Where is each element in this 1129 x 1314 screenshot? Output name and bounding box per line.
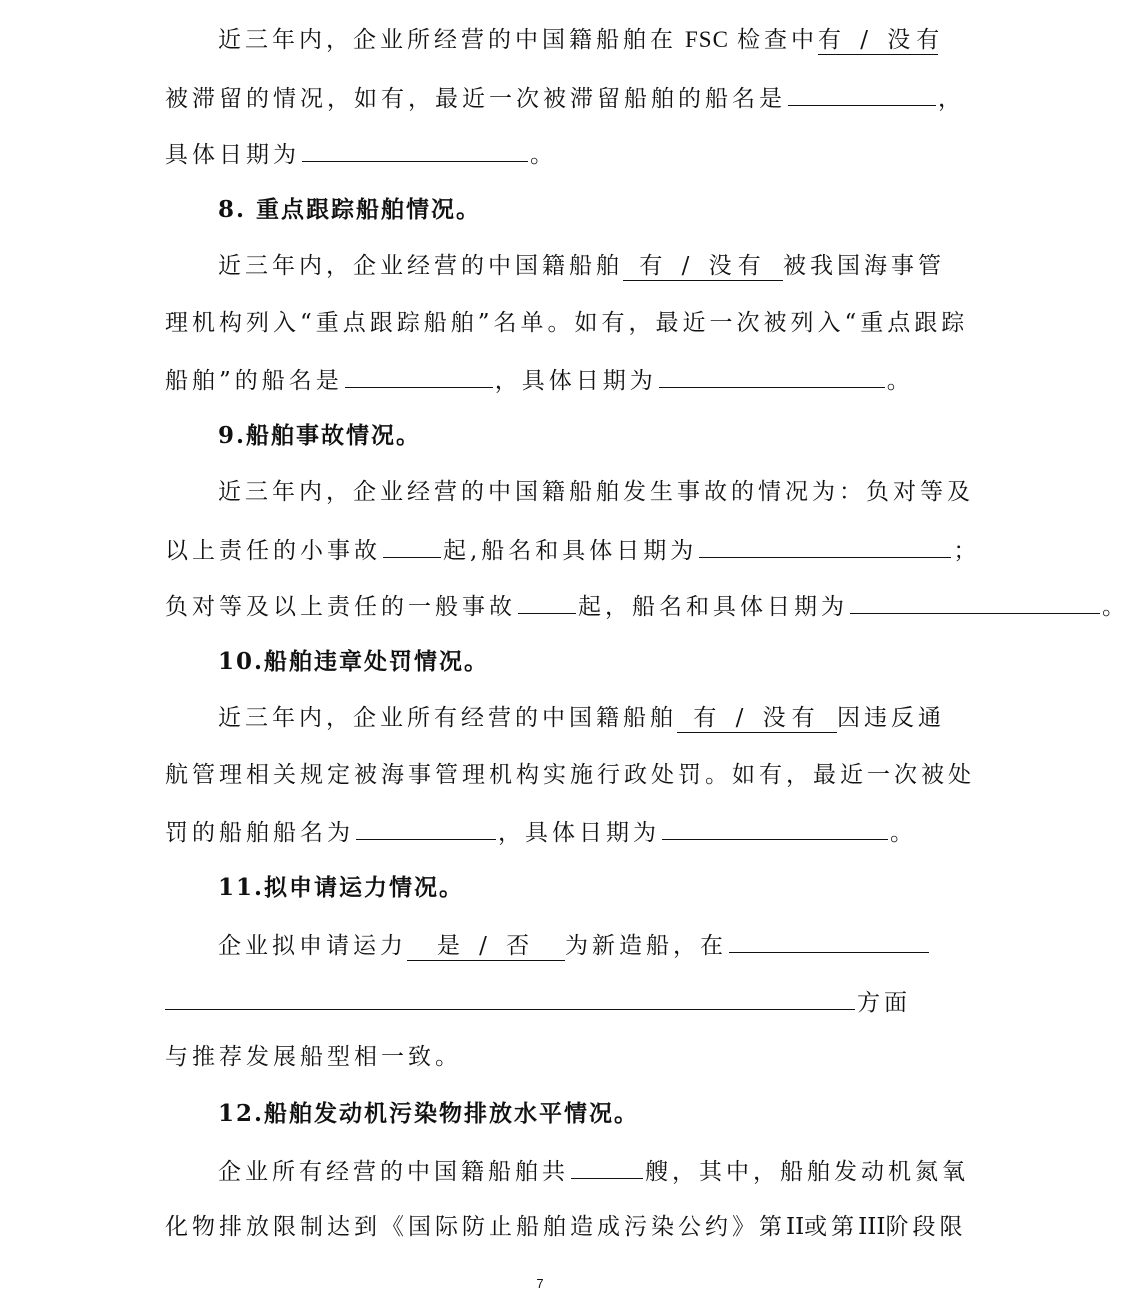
s8-line-2: 理机构列入“重点跟踪船舶”名单。如有，最近一次被列入“重点跟踪 [165, 310, 969, 336]
page-number: 7 [536, 1276, 544, 1291]
s7-line-1 [218, 22, 1080, 58]
penalty-date-blank[interactable] [662, 813, 888, 840]
s11-line-1 [218, 926, 1080, 964]
s11-line-3: 与推荐发展船型相一致。 [165, 1044, 462, 1070]
s10-text: ，具体日期为 [498, 820, 660, 846]
s7-text: 近三年内，企业所经营的中国籍船舶在 [218, 27, 677, 53]
s10-line-2: 航管理相关规定被海事管理机构实施行政处罚。如有，最近一次被处 [165, 762, 975, 788]
s7-line-3 [165, 135, 1080, 173]
s10-text: 罚的船舶船名为 [165, 820, 354, 846]
s9-text: 负对等及以上责任的一般事故 [165, 594, 516, 620]
s7-text: 检查中 [736, 27, 818, 53]
s11-line-2 [165, 983, 1080, 1021]
s10-text: 因违反通 [837, 705, 945, 731]
detained-date-blank[interactable] [302, 135, 528, 162]
s10-heading: 10.船舶违章处罚情况。 [218, 648, 490, 675]
penalty-choice-field[interactable]: 有 / 没有 [677, 704, 837, 733]
s12-line-1 [218, 1152, 1080, 1190]
punct: 。 [890, 820, 917, 846]
s8-text: 船舶”的船名是 [165, 368, 343, 394]
s8-text: 近三年内，企业经营的中国籍船舶 [218, 253, 623, 279]
new-build-choice-field[interactable]: 是 / 否 [407, 932, 565, 961]
s8-text: 被我国海事管 [783, 253, 945, 279]
s9-text: 以上责任的小事故 [165, 538, 381, 564]
s7-text: 具体日期为 [165, 142, 300, 168]
punct: 。 [1102, 594, 1129, 620]
s8-heading: 8. 重点跟踪船舶情况。 [218, 196, 482, 223]
s10-line-3 [165, 813, 1080, 851]
s12-text: 企业所有经营的中国籍船舶共 [218, 1159, 569, 1185]
s11-text: 方面 [857, 990, 911, 1016]
general-accident-count-blank[interactable] [518, 587, 576, 614]
aspect-blank-1[interactable] [729, 926, 929, 953]
punct: 。 [530, 142, 557, 168]
s7-text: 被滞留的情况，如有，最近一次被滞留船舶的船名是 [165, 86, 786, 112]
detained-ship-name-blank[interactable] [788, 79, 936, 106]
ship-count-blank[interactable] [571, 1152, 643, 1179]
general-accident-details-blank[interactable] [850, 587, 1100, 614]
penalized-ship-name-blank[interactable] [356, 813, 496, 840]
s8-line-1 [218, 248, 1080, 284]
punct: ， [938, 86, 965, 112]
s8-line-3 [165, 361, 1080, 399]
s8-text: ，具体日期为 [494, 368, 657, 394]
tracked-ship-name-blank[interactable] [345, 361, 493, 388]
s12-text: 艘，其中，船舶发动机氮氧 [645, 1159, 969, 1185]
s11-heading: 11.拟申请运力情况。 [218, 874, 465, 901]
minor-accident-details-blank[interactable] [699, 531, 951, 558]
s10-text: 近三年内，企业所有经营的中国籍船舶 [218, 705, 677, 731]
tracked-date-blank[interactable] [659, 361, 885, 388]
key-tracking-choice-field[interactable]: 有 / 没有 [623, 252, 783, 281]
minor-accident-count-blank[interactable] [383, 531, 441, 558]
detained-choice-field[interactable]: 有 / 没有 [817, 27, 946, 53]
s12-text: 阶段限 [885, 1214, 967, 1240]
s9-line-3 [165, 587, 1129, 625]
s9-line-2 [165, 531, 1080, 569]
fsc-term: FSC [685, 27, 729, 52]
s11-text: 企业拟申请运力 [218, 933, 407, 959]
s9-text: 起，船名和具体日期为 [578, 594, 848, 620]
s12-text: 化物排放限制达到《国际防止船舶造成污染公约》第 [165, 1214, 786, 1240]
s9-line-1: 近三年内，企业经营的中国籍船舶发生事故的情况为：负对等及 [218, 479, 974, 505]
s7-line-2 [165, 79, 1080, 117]
aspect-blank-2[interactable] [165, 983, 855, 1010]
s9-heading: 9.船舶事故情况。 [218, 422, 422, 449]
tier-ii: II [786, 1214, 805, 1240]
s12-heading: 12.船舶发动机污染物排放水平情况。 [218, 1100, 640, 1127]
punct: ； [953, 538, 981, 564]
s11-text: 为新造船，在 [565, 933, 727, 959]
punct: 。 [886, 368, 914, 394]
s12-text: 或第 [804, 1214, 859, 1240]
s12-line-2 [165, 1209, 1080, 1245]
tier-iii: III [858, 1214, 886, 1240]
s9-text: 起,船名和具体日期为 [443, 538, 698, 564]
s10-line-1 [218, 700, 1080, 736]
